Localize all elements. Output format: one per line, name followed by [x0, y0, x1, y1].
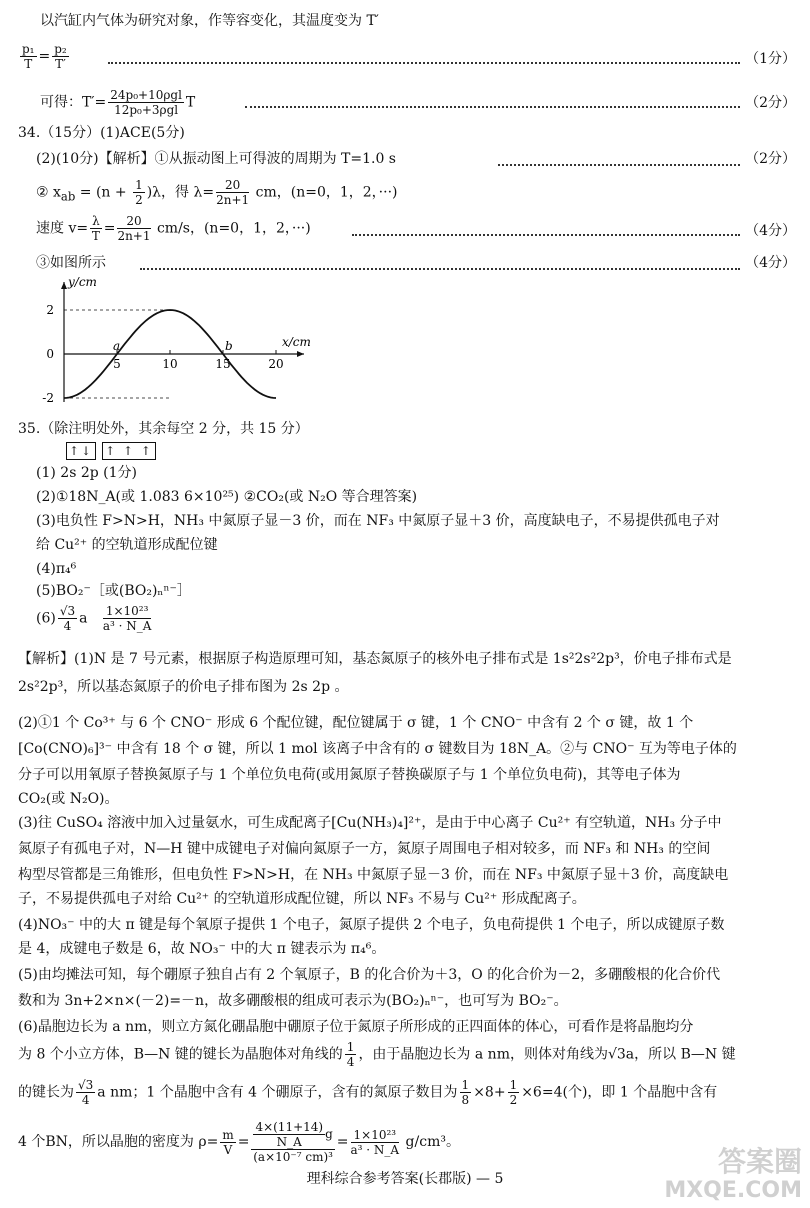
leader-dots [352, 234, 740, 236]
x-tick-label: 10 [162, 357, 178, 371]
frac-num: 1 [135, 178, 143, 192]
frac-num: λ [92, 214, 100, 228]
frac-den: 4 [81, 1093, 90, 1107]
frac-num: 1×10²³ [103, 604, 152, 619]
frac-den: 2n+1 [117, 229, 151, 243]
text: )λ，得 λ= [146, 184, 215, 201]
text: 速度 v= [36, 220, 89, 237]
text: = [103, 220, 116, 237]
text: g/cm³。 [401, 1134, 460, 1150]
analysis-l11: (4)NO₃⁻ 中的大 π 键是每个氧原子提供 1 个电子，氮原子提供 2 个电子，负电荷提供 1 个电子，所以成键原子数 [18, 917, 725, 933]
text: ×8+ [473, 1084, 506, 1101]
frac-den: 2 [509, 1093, 518, 1107]
analysis-l7: (3)往 CuSO₄ 溶液中加入过量氨水，可生成配离子[Cu(NH₃)₄]²⁺，是由于中心离子 Cu²⁺ 有空轨道，NH₃ 分子中 [18, 815, 722, 831]
text: 的键长为 [18, 1084, 74, 1101]
frac-den: T [24, 57, 33, 71]
frac-den: T [91, 229, 100, 243]
q34-speed [36, 214, 796, 243]
orbital-diagram [66, 440, 796, 462]
text: 4 个BN，所以晶胞的密度为 ρ= [18, 1134, 219, 1150]
frac-den: 12p₀+3ρgl [114, 103, 179, 117]
text: = (n + [75, 184, 132, 201]
q35-a6 [36, 604, 796, 633]
frac-num: 20 [216, 178, 249, 193]
frac-den: N_A [276, 1135, 302, 1149]
leader-dots [245, 106, 740, 108]
text: (6) [36, 610, 56, 627]
x-tick-label: 15 [215, 357, 231, 371]
page-footer: 理科综合参考答案(长郡版) — 5 [306, 1171, 504, 1187]
watermark-url: MXQE.COM [664, 1178, 802, 1203]
analysis-l15: (6)晶胞边长为 a nm，则立方氮化硼晶胞中硼原子位于氮原子所形成的正四面体的体心，可看作是将晶胞均分 [18, 1019, 694, 1035]
leader-dots [108, 62, 740, 64]
frac-num: 1×10²³ [351, 1128, 400, 1143]
text: = [237, 1134, 250, 1150]
y-tick-label: 0 [46, 347, 54, 361]
q34-line2 [36, 178, 796, 207]
frac-num: 24p₀+10ρgl [110, 88, 182, 102]
frac-den: 4 [63, 619, 72, 633]
q34-header: 34.（15分）(1)ACE(5分) [18, 125, 185, 141]
frac-num: √3 [78, 1078, 94, 1092]
frac-num: p₂ [54, 42, 67, 56]
text: ，由于晶胞边长为 a nm，则体对角线为√3a，所以 B—N 键 [358, 1046, 736, 1063]
text: = [336, 1134, 349, 1150]
frac-den: 8 [461, 1093, 470, 1107]
frac-den: a³ · N_A [350, 1142, 400, 1157]
y-axis-arrow [61, 282, 67, 289]
y-tick-label: -2 [42, 391, 54, 405]
score: （1分） [745, 51, 796, 67]
point-b-label: b [225, 339, 233, 353]
q35-header: 35.（除注明处外，其余每空 2 分，共 15 分） [18, 421, 309, 437]
analysis-l18 [18, 1120, 796, 1164]
analysis-l13: (5)由均摊法可知，每个硼原子独自占有 2 个氧原子，B 的化合价为＋3，O 的化合价为－2，多硼酸根的化合价代 [18, 967, 721, 983]
watermark-logo: 答案圈 [717, 1145, 802, 1178]
analysis-l14: 数和为 3n+2×n×(－2)=－n，故多硼酸根的组成可表示为(BO₂)ₙⁿ⁻，也可写为 BO₂⁻。 [18, 993, 568, 1009]
analysis-l5: 分子可以用氧原子替换氮原子与 1 个单位负电荷(或用氮原子替换碳原子与 1 个单位负电荷)，其等电子体为 [18, 767, 681, 783]
analysis-l12: 是 4，成键电子数是 6，故 NO₃⁻ 中的大 π 键表示为 π₄⁶。 [18, 941, 386, 957]
x-axis-label: x/cm [282, 335, 311, 349]
orbital-2s-box: ↑↓ [66, 442, 96, 460]
frac-den: V [223, 1142, 233, 1157]
wave-chart [36, 272, 336, 412]
text: g [325, 1127, 333, 1141]
frac-num: 1 [461, 1078, 470, 1092]
frac-num: 1 [509, 1078, 518, 1092]
leader-dots [140, 268, 740, 270]
frac-num: 20 [117, 214, 150, 229]
analysis-l1: 【解析】(1)N 是 7 号元素，根据原子构造原理可知，基态氮原子的核外电子排布式是 1s²2s²2p³，价电子排布式是 [18, 651, 732, 667]
x-axis-arrow [297, 351, 304, 357]
text: a [79, 610, 88, 627]
text: cm/s，(n=0，1，2，···) [152, 220, 311, 237]
x-tick-label: 5 [113, 357, 121, 371]
q33-eq2 [40, 88, 796, 117]
frac-num [251, 1120, 334, 1150]
frac-num: 4×(11+14) [255, 1120, 324, 1134]
score: （2分） [745, 95, 796, 111]
score: （4分） [745, 223, 796, 239]
frac-num: √3 [59, 604, 76, 618]
frac-num: p₁ [22, 42, 35, 56]
q35-a4: (4)π₄⁶ [36, 561, 77, 577]
text: ×6=4(个)，即 1 个晶胞中含有 [521, 1084, 718, 1101]
x-tick-label: 20 [268, 357, 284, 371]
q35-a1: (1) 2s 2p (1分) [36, 465, 137, 481]
q34-p2: (2)(10分)【解析】①从振动图上可得波的周期为 T=1.0 s [36, 151, 396, 167]
text: a nm；1 个晶胞中含有 4 个硼原子，含有的氮原子数目为 [97, 1084, 458, 1101]
analysis-l4: [Co(CNO)₆]³⁻ 中含有 18 个 σ 键，所以 1 mol 该离子中含有的 σ 键数目为 18N_A。②与 CNO⁻ 互为等电子体的 [18, 741, 737, 757]
frac-num: 1 [346, 1040, 355, 1054]
analysis-l6: CO₂(或 N₂O)。 [18, 791, 119, 807]
analysis-l8: 氮原子有孤电子对，N—H 键中成键电子对偏向氮原子一方，氮原子周围电子相对较多，而 NF₃ 和 NH₃ 的空间 [18, 841, 711, 857]
q35-a3a: (3)电负性 F>N>H，NH₃ 中氮原子显－3 价，而在 NF₃ 中氮原子显＋3 价，高度缺电子，不易提供孤电子对 [36, 513, 720, 529]
analysis-l10: 子，不易提供孤电子对给 Cu²⁺ 的空轨道形成配位键，所以 NF₃ 不易与 Cu²⁺ 形成配离子。 [18, 891, 586, 907]
q35-a2: (2)①18N_A(或 1.083 6×10²⁵) ②CO₂(或 N₂O 等合理答案) [36, 489, 418, 505]
frac-den: 2 [135, 193, 143, 207]
analysis-l17 [18, 1078, 796, 1107]
y-tick-label: 2 [46, 303, 54, 317]
orbital-2p-box: ↑ ↑ ↑ [102, 442, 156, 460]
analysis-l2: 2s²2p³，所以基态氮原子的价电子排布图为 2s 2p 。 [18, 679, 349, 695]
point-a-label: a [113, 339, 121, 353]
q34-line3: ③如图所示 [36, 255, 106, 271]
q33-line1: 以汽缸内气体为研究对象，作等容变化，其温度变为 T′ [40, 13, 379, 29]
frac-den: 2n+1 [216, 193, 250, 207]
eq-suffix: T [185, 94, 196, 111]
subscript: ab [60, 189, 76, 204]
analysis-l3: (2)①1 个 Co³⁺ 与 6 个 CNO⁻ 形成 6 个配位键，配位键属于 σ 键，1 个 CNO⁻ 中含有 2 个 σ 键，故 1 个 [18, 715, 694, 731]
q35-a3b: 给 Cu²⁺ 的空轨道形成配位键 [36, 537, 218, 553]
text: 为 8 个小立方体，B—N 键的键长为晶胞体对角线的 [18, 1046, 343, 1063]
text: ② x [36, 184, 61, 201]
frac-den: (a×10⁻⁷ cm)³ [253, 1150, 333, 1164]
score: （2分） [745, 151, 796, 167]
frac-den: a³ · N_A [102, 619, 152, 633]
y-axis-label: y/cm [68, 275, 97, 289]
leader-dots [498, 164, 740, 166]
analysis-l16 [18, 1040, 796, 1069]
analysis-l9: 构型尽管都是三角锥形，但电负性 F>N>H，在 NH₃ 中氮原子显－3 价，而在 NF₃ 中氮原子显＋3 价，高度缺电 [18, 867, 729, 883]
text: cm，(n=0，1，2，···) [251, 184, 398, 201]
q33-eq1: $\frac{\text{p₁}}{T}$ = $\frac{\text{p₂}}{T'}$ [22, 42, 67, 71]
frac-num: m [222, 1127, 234, 1142]
frac-den: T′ [55, 57, 66, 71]
q35-a5: (5)BO₂⁻［或(BO₂)ₙⁿ⁻］ [36, 583, 191, 599]
score: （4分） [745, 255, 796, 271]
frac-den: 4 [346, 1055, 355, 1069]
eq-prefix: 可得：T′= [40, 94, 107, 111]
